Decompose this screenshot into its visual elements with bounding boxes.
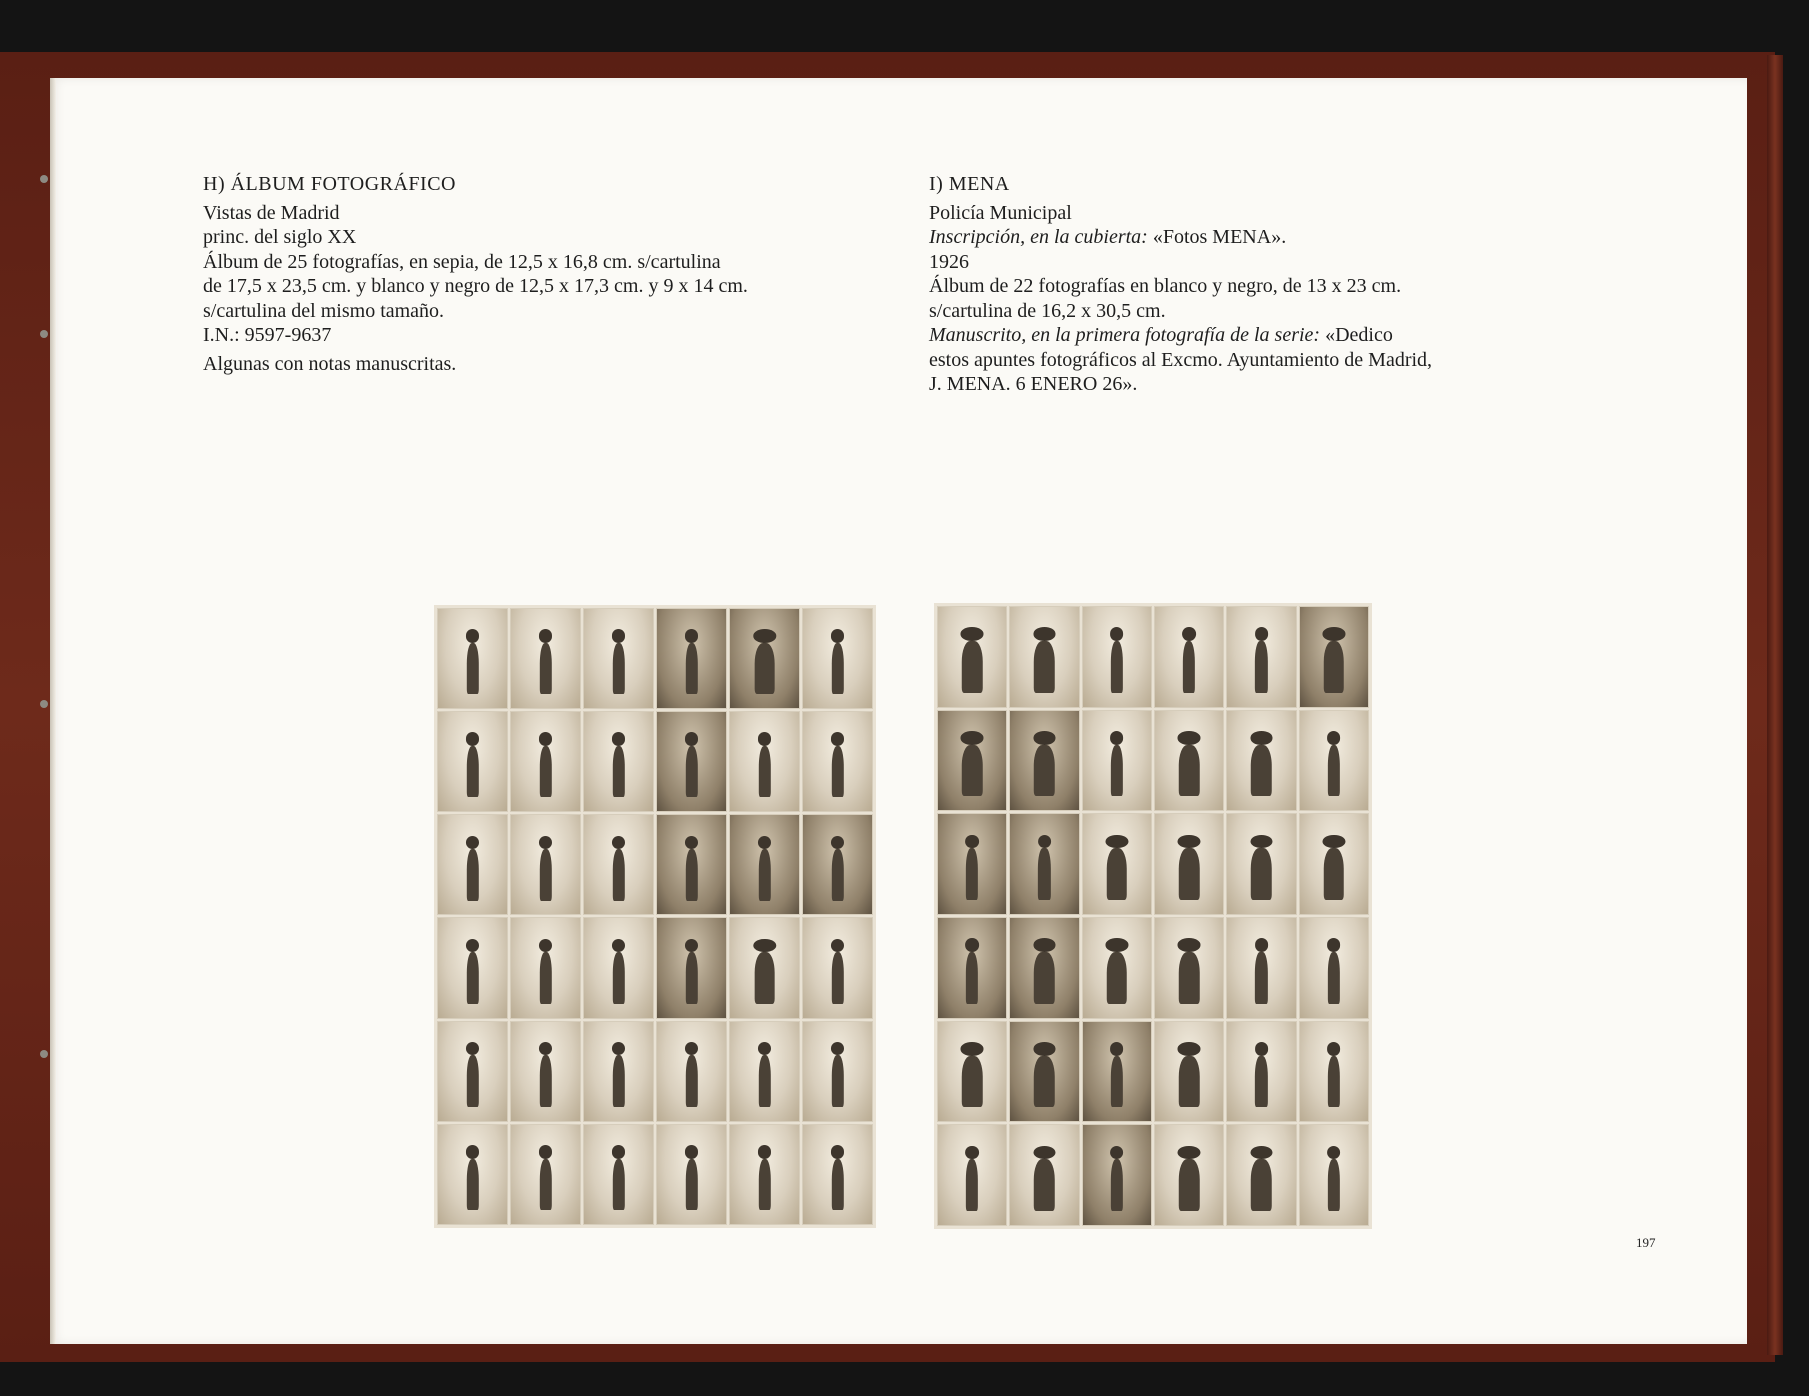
photo-thumbnail [656, 608, 727, 709]
photo-thumbnail [583, 608, 654, 709]
entry-line: princ. del siglo XX [203, 226, 357, 248]
page-number: 197 [1636, 1235, 1656, 1250]
photo-figure [831, 746, 843, 798]
photo-thumbnail [1226, 917, 1296, 1019]
photo-figure [962, 745, 982, 797]
photo-figure [466, 643, 478, 695]
photo-thumbnail [1082, 813, 1152, 915]
inscription-text: «Fotos MENA». [1147, 226, 1287, 248]
photo-thumbnail [1082, 1124, 1152, 1226]
photo-figure [1111, 641, 1123, 693]
photo-thumbnail [1154, 917, 1224, 1019]
photo-thumbnail [1082, 606, 1152, 708]
photo-figure [466, 1055, 478, 1107]
photo-thumbnail [729, 711, 800, 812]
photo-figure [612, 849, 624, 901]
photo-thumbnail [1226, 606, 1296, 708]
photo-figure [1111, 1159, 1123, 1211]
photo-figure [831, 849, 843, 901]
photo-thumbnail [1154, 710, 1224, 812]
photo-thumbnail [1226, 1021, 1296, 1123]
photo-thumbnail [656, 917, 727, 1018]
photo-figure [966, 952, 978, 1004]
photo-thumbnail [802, 711, 873, 812]
entry-line: estos apuntes fotográficos al Excmo. Ayuntamiento de Madrid, [929, 348, 1433, 371]
photo-thumbnail [1299, 1021, 1369, 1123]
photo-figure [758, 1055, 770, 1107]
photo-thumbnail [1154, 606, 1224, 708]
photo-thumbnail [510, 711, 581, 812]
manuscript-label: Manuscrito, en la primera fotografía de la serie: [929, 324, 1321, 346]
photo-figure [685, 643, 697, 695]
photo-figure [685, 746, 697, 798]
photo-figure [1251, 1159, 1271, 1211]
photo-figure [1324, 848, 1345, 900]
photo-thumbnail [583, 711, 654, 812]
photo-figure [966, 848, 978, 900]
photo-thumbnail [1009, 710, 1079, 812]
photo-thumbnail [1299, 606, 1369, 708]
photo-figure [1034, 1159, 1054, 1211]
photo-thumbnail [583, 1021, 654, 1122]
photo-figure [685, 849, 697, 901]
book-spine-right [1767, 55, 1783, 1355]
photo-figure [539, 1055, 551, 1107]
entry-line: J. MENA. 6 ENERO 26». [929, 373, 1138, 395]
photo-figure [831, 952, 843, 1004]
photo-figure [612, 952, 624, 1004]
photo-thumbnail [437, 711, 508, 812]
manuscript-text: «Dedico [1320, 324, 1393, 346]
photo-figure [1179, 745, 1199, 797]
photo-thumbnail [1082, 917, 1152, 1019]
photo-figure [1328, 952, 1340, 1004]
photo-thumbnail [510, 917, 581, 1018]
photo-figure [831, 1055, 843, 1107]
photo-figure [466, 849, 478, 901]
photo-thumbnail [437, 917, 508, 1018]
photo-figure [1034, 641, 1054, 693]
photo-thumbnail [1009, 1124, 1079, 1226]
entry-line: de 17,5 x 23,5 cm. y blanco y negro de 12,5 x 17,3 cm. y 9 x 14 cm. [203, 275, 748, 297]
photo-thumbnail [1226, 813, 1296, 915]
photo-figure [754, 952, 775, 1004]
entry-line: s/cartulina del mismo tamaño. [203, 299, 445, 322]
photo-figure [966, 1159, 978, 1211]
photo-thumbnail [937, 1021, 1007, 1123]
photo-thumbnail [510, 1021, 581, 1122]
photo-thumbnail [1299, 710, 1369, 812]
photo-thumbnail [510, 608, 581, 709]
photo-figure [539, 746, 551, 798]
photo-figure [685, 1055, 697, 1107]
photo-figure [1179, 848, 1199, 900]
photo-figure [1179, 1056, 1199, 1108]
photo-thumbnail [1226, 1124, 1296, 1226]
photo-figure [758, 1159, 770, 1211]
photo-figure [754, 643, 775, 695]
photo-thumbnail [729, 917, 800, 1018]
photo-thumbnail [802, 917, 873, 1018]
photo-figure [539, 1159, 551, 1211]
photo-figure [1328, 1056, 1340, 1108]
photo-figure [1179, 952, 1199, 1004]
photo-thumbnail [1154, 813, 1224, 915]
photo-figure [831, 643, 843, 695]
photo-figure [1034, 745, 1054, 797]
page-gutter [50, 78, 56, 1344]
photo-thumbnail [510, 1124, 581, 1225]
photo-figure [1251, 745, 1271, 797]
photo-thumbnail [729, 814, 800, 915]
photo-thumbnail [802, 1021, 873, 1122]
photo-figure [962, 641, 982, 693]
photo-thumbnail [437, 814, 508, 915]
binding-stitch [40, 175, 48, 183]
photo-thumbnail [1226, 710, 1296, 812]
photo-figure [758, 849, 770, 901]
photo-thumbnail [1082, 710, 1152, 812]
binding-stitch [40, 700, 48, 708]
photo-thumbnail [1154, 1124, 1224, 1226]
photo-thumbnail [583, 814, 654, 915]
entry-heading: I) MENA [929, 173, 1010, 195]
photo-thumbnail [656, 814, 727, 915]
photo-figure [1111, 745, 1123, 797]
photo-thumbnail [1009, 1021, 1079, 1123]
photo-thumbnail [583, 917, 654, 1018]
entry-line: I.N.: 9597-9637 [203, 324, 332, 346]
photo-figure [466, 952, 478, 1004]
photo-figure [1255, 641, 1267, 693]
catalog-entry-i [929, 172, 1569, 397]
photo-thumbnail [729, 1124, 800, 1225]
photo-figure [831, 1159, 843, 1211]
photo-thumbnail [937, 1124, 1007, 1226]
photo-thumbnail [729, 608, 800, 709]
photo-figure [1034, 1056, 1054, 1108]
photo-figure [1251, 848, 1271, 900]
photo-figure [1328, 745, 1340, 797]
photo-thumbnail [1009, 606, 1079, 708]
photo-figure [758, 746, 770, 798]
entry-line: s/cartulina de 16,2 x 30,5 cm. [929, 299, 1166, 322]
photo-figure [1328, 1159, 1340, 1211]
photo-thumbnail [656, 1021, 727, 1122]
inscription-label: Inscripción, en la cubierta: [929, 226, 1148, 248]
entry-line: Álbum de 22 fotografías en blanco y negro, de 13 x 23 cm. [929, 275, 1402, 297]
photo-figure [466, 746, 478, 798]
photo-thumbnail [1009, 917, 1079, 1019]
photo-figure [612, 1159, 624, 1211]
photo-thumbnail [1154, 1021, 1224, 1123]
photo-figure [1255, 952, 1267, 1004]
photo-figure [1107, 952, 1128, 1004]
photo-thumbnail [656, 711, 727, 812]
photo-thumbnail [1299, 917, 1369, 1019]
photo-thumbnail [510, 814, 581, 915]
entry-year: 1926 [929, 250, 969, 273]
photo-thumbnail [802, 1124, 873, 1225]
photo-figure [1107, 848, 1128, 900]
album-photo-left [434, 605, 876, 1228]
entry-line: Álbum de 25 fotografías, en sepia, de 12,5 x 16,8 cm. s/cartulina [203, 250, 721, 273]
photo-thumbnail [937, 606, 1007, 708]
photo-thumbnail [1082, 1021, 1152, 1123]
catalog-entry-h [203, 172, 843, 376]
photo-figure [1111, 1056, 1123, 1108]
photo-thumbnail [437, 1021, 508, 1122]
photo-thumbnail [937, 813, 1007, 915]
album-photo-right [934, 603, 1372, 1229]
photo-figure [466, 1159, 478, 1211]
entry-line: Vistas de Madrid [203, 201, 340, 224]
photo-figure [539, 952, 551, 1004]
photo-thumbnail [1299, 1124, 1369, 1226]
photo-figure [685, 1159, 697, 1211]
photo-figure [612, 746, 624, 798]
entry-heading: H) ÁLBUM FOTOGRÁFICO [203, 173, 456, 195]
photo-thumbnail [937, 917, 1007, 1019]
entry-line: Policía Municipal [929, 201, 1072, 224]
photo-figure [1038, 848, 1050, 900]
entry-manuscript [929, 323, 1569, 348]
photo-thumbnail [437, 1124, 508, 1225]
photo-figure [612, 1055, 624, 1107]
binding-stitch [40, 330, 48, 338]
photo-thumbnail [1299, 813, 1369, 915]
photo-figure [685, 952, 697, 1004]
photo-thumbnail [937, 710, 1007, 812]
photo-figure [1179, 1159, 1199, 1211]
photo-figure [539, 849, 551, 901]
photo-figure [1324, 641, 1345, 693]
binding-stitch [40, 1050, 48, 1058]
photo-thumbnail [802, 814, 873, 915]
entry-inscription [929, 225, 1569, 250]
photo-figure [1183, 641, 1195, 693]
photo-figure [539, 643, 551, 695]
photo-thumbnail [583, 1124, 654, 1225]
photo-figure [612, 643, 624, 695]
photo-thumbnail [802, 608, 873, 709]
entry-note: Algunas con notas manuscritas. [203, 352, 457, 375]
photo-figure [962, 1056, 982, 1108]
photo-figure [1034, 952, 1054, 1004]
photo-thumbnail [1009, 813, 1079, 915]
photo-thumbnail [729, 1021, 800, 1122]
photo-thumbnail [437, 608, 508, 709]
photo-figure [1255, 1056, 1267, 1108]
photo-thumbnail [656, 1124, 727, 1225]
